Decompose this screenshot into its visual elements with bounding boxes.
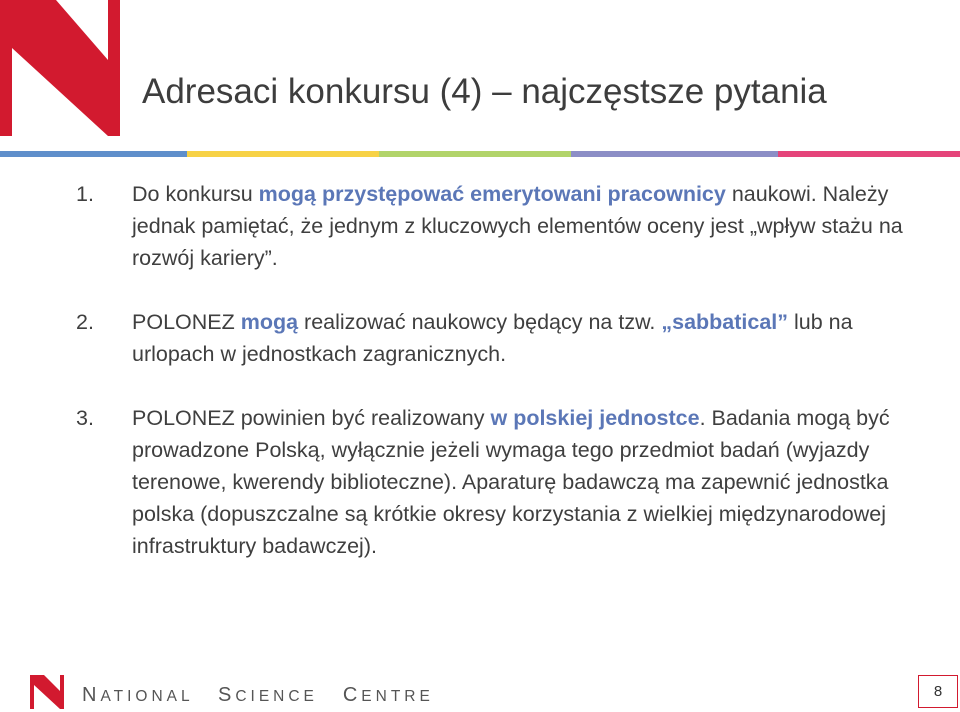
item-number: 3. [76,406,94,430]
color-bar-segment-pink [778,151,960,157]
highlight-run: „sabbatical” [661,310,789,334]
slide-title: Adresaci konkursu (4) – najczęstsze pytania [142,72,827,111]
item-number: 1. [76,182,94,206]
list-item [76,178,916,274]
list-item [76,402,916,562]
highlight-run: w polskiej jednostce [490,406,700,430]
content-list [76,178,916,562]
organization-name: NATIONAL SCIENCE CENTRE [82,684,434,706]
item-number: 2. [76,310,94,334]
item-text [132,402,916,562]
page-number: 8 [918,675,958,708]
text-run: Do konkursu [132,182,259,206]
color-bar [0,151,960,157]
text-run: realizować naukowcy będący na tzw. [298,310,662,334]
list-item [76,306,916,370]
color-bar-segment-green [379,151,571,157]
text-run: POLONEZ [132,310,241,334]
text-run: . Badania mogą być prowadzone Polską, wyłącznie jeżeli wymaga tego przedmiot badań (wyjazdy terenowe, kwerendy biblioteczne). Aparaturę badawczą ma zapewnić jednostka polska (dopuszczalne są krótkie okresy korzystania z wielkiej międzynarodowej infrastruktury badawczej). [132,406,890,558]
item-text [132,178,916,274]
text-run: POLONEZ powinien być realizowany [132,406,491,430]
text-run: naukowi. Należy jednak pamiętać, że jednym z kluczowych elementów oceny jest „wpływ stażu na rozwój kariery”. [132,182,903,270]
text-run: lub na urlopach w jednostkach zagranicznych. [132,310,853,366]
color-bar-segment-yellow [187,151,379,157]
color-bar-segment-purple [571,151,777,157]
ncn-logo [0,0,120,136]
ncn-footer-logo [30,673,72,709]
highlight-run: mogą [240,310,299,334]
color-bar-segment-blue [0,151,187,157]
item-text [132,306,916,370]
highlight-run: mogą przystępować emerytowani pracownicy [258,182,726,206]
